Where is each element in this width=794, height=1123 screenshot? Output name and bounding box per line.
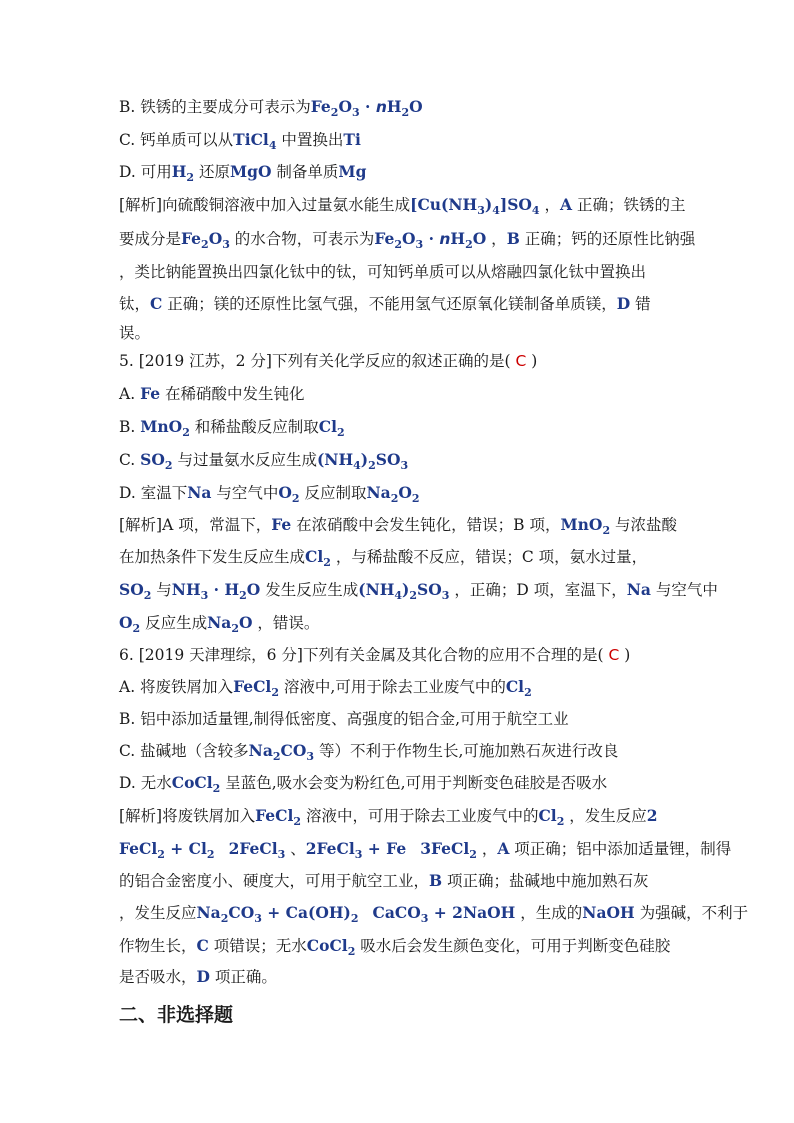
chemical-formula: 2FeCl	[305, 839, 355, 858]
text-segment: 等）不利于作物生长,可施加熟石灰进行改良	[314, 742, 619, 760]
chemical-formula: CaCO	[372, 903, 421, 922]
subscript: 4	[531, 204, 540, 218]
subscript: 2	[401, 106, 410, 120]
chemical-formula: SO	[140, 450, 165, 469]
chemical-formula: · H	[208, 580, 240, 599]
chemical-formula: + Cl	[164, 839, 207, 858]
text-segment: ，	[539, 196, 560, 214]
text-segment: 6. [2019 天津理综，6 分]下列有关金属及其化合物的应用不合理的是(	[119, 646, 604, 664]
text-segment: 、	[285, 840, 306, 858]
text-segment: [解析]向硫酸铜溶液中加入过量氨水能生成	[119, 196, 411, 214]
subscript: 3	[306, 750, 315, 764]
text-segment: D. 室温下	[119, 484, 188, 502]
chemical-formula: C	[196, 936, 209, 955]
text-segment: ，发生反应	[564, 807, 647, 825]
text-segment: 正确；铁锈的主	[572, 196, 686, 214]
subscript: 2	[602, 524, 611, 538]
text-line	[119, 129, 679, 151]
text-segment: 吸水后会发生颜色变化，可用于判断变色硅胶	[355, 937, 671, 955]
chemical-formula: A	[497, 839, 510, 858]
chemical-formula: [Cu(NH	[410, 195, 478, 214]
text-segment: 呈蓝色,吸水会变为粉红色,可用于判断变色硅胶是否吸水	[220, 774, 608, 792]
text-line	[119, 514, 679, 536]
text-segment: B.	[119, 418, 141, 436]
chemical-formula: H	[450, 229, 466, 248]
chemical-formula: 2	[646, 806, 658, 825]
subscript: 3	[400, 459, 409, 473]
chemical-formula: MnO	[560, 515, 603, 534]
chemical-formula: Fe	[310, 97, 331, 116]
subscript: 2	[182, 426, 190, 440]
chemical-formula: Cl	[505, 677, 525, 696]
text-segment: 溶液中，可用于除去工业废气中的	[301, 807, 539, 825]
chemical-formula: Na	[187, 483, 212, 502]
text-line	[119, 96, 679, 118]
chemical-formula: CO	[280, 741, 307, 760]
subscript: 2	[556, 815, 565, 829]
text-segment: 要成分是	[119, 230, 182, 248]
chemical-formula: O	[119, 613, 133, 632]
text-line	[119, 546, 679, 568]
text-segment: D. 可用	[119, 163, 172, 181]
chemical-formula: (NH	[358, 580, 395, 599]
text-segment: 是否吸水，	[119, 968, 197, 986]
subscript: 2	[411, 492, 420, 506]
text-segment: ，错误。	[252, 614, 320, 632]
chemical-formula: H	[171, 162, 187, 181]
subscript: 2	[164, 459, 173, 473]
subscript: 3	[200, 589, 209, 603]
text-segment: 中置换出	[276, 131, 344, 149]
text-line	[119, 449, 679, 471]
chemical-formula: O	[398, 483, 412, 502]
chemical-formula: Fe	[140, 384, 161, 403]
chemical-formula: Na	[207, 613, 232, 632]
text-line	[119, 261, 679, 283]
text-segment: ，	[486, 230, 507, 248]
chemical-formula: TiCl	[233, 130, 269, 149]
subscript: 2	[201, 238, 209, 252]
subscript: 2	[469, 848, 477, 862]
text-segment: ，	[476, 840, 498, 858]
text-line	[119, 350, 679, 372]
chemical-formula: O	[338, 97, 352, 116]
chemical-formula: Mg	[338, 162, 367, 181]
subscript: 2	[271, 686, 279, 700]
text-line	[119, 676, 679, 698]
text-segment: ，正确；D 项，室温下，	[449, 581, 627, 599]
chemical-formula: NH	[171, 580, 201, 599]
subscript: 2	[394, 238, 402, 252]
subscript: 3	[354, 848, 363, 862]
subscript: 2	[212, 782, 221, 796]
subscript: 2	[330, 106, 339, 120]
text-line	[119, 482, 679, 504]
text-line	[119, 228, 696, 252]
chemical-formula: Cl	[305, 547, 324, 566]
text-line	[119, 935, 679, 957]
chemical-formula: Fe	[271, 515, 292, 534]
text-segment: 溶液中,可用于除去工业废气中的	[278, 678, 506, 696]
text-segment: 和稀盐酸反应制取	[189, 418, 319, 436]
chemical-formula: FeCl	[255, 806, 294, 825]
text-segment: 与空气中	[211, 484, 279, 502]
text-segment: 还原	[194, 163, 230, 181]
text-segment: C. 钙单质可以从	[119, 131, 234, 149]
chemical-formula: ·	[423, 229, 440, 248]
text-segment: 制备单质	[271, 163, 339, 181]
text-segment: A. 将废铁屑加入	[119, 678, 234, 696]
text-line	[119, 161, 679, 183]
subscript: 2	[293, 815, 302, 829]
text-segment: 项错误；无水	[208, 937, 307, 955]
text-segment: A.	[119, 385, 141, 403]
subscript: 2	[231, 622, 239, 636]
chemical-formula: B	[429, 871, 443, 890]
chemical-formula: O	[238, 613, 253, 632]
text-segment: 的水合物，可表示为	[229, 230, 375, 248]
text-segment: 在浓硝酸中会发生钝化，错误；B 项，	[291, 516, 561, 534]
subscript: 3	[441, 589, 450, 603]
text-segment: ，类比钠能置换出四氯化钛中的钛，可知钙单质可以从熔融四氯化钛中置换出	[119, 263, 647, 281]
chemical-formula: Na	[248, 741, 273, 760]
chemical-formula: A	[559, 195, 573, 214]
text-line	[119, 966, 679, 988]
chemical-formula: )	[360, 450, 369, 469]
subscript: 4	[353, 459, 361, 473]
text-line	[119, 293, 679, 315]
text-segment: B. 铁锈的主要成分可表示为	[119, 98, 311, 116]
chemical-formula: + 2NaOH	[428, 903, 516, 922]
subscript: 2	[272, 750, 281, 764]
subscript: 2	[220, 912, 229, 926]
text-segment: 正确；钙的还原性比钠强	[519, 230, 696, 248]
chemical-formula: 3FeCl	[420, 839, 470, 858]
chemical-formula: O	[402, 229, 416, 248]
chemical-formula: (NH	[316, 450, 354, 469]
text-line	[119, 772, 679, 794]
text-segment: ，与稀盐酸不反应，错误；C 项，氨水过量，	[330, 548, 648, 566]
text-segment: 在加热条件下发生反应生成	[119, 548, 306, 566]
chemical-formula: )	[484, 195, 493, 214]
chemical-formula: ·	[359, 97, 376, 116]
text-segment: D. 无水	[119, 774, 172, 792]
text-line	[119, 612, 679, 634]
chemical-formula: n	[439, 230, 451, 248]
subscript: 2	[368, 459, 376, 473]
chemical-formula: Cl	[318, 417, 338, 436]
text-segment: 与空气中	[650, 581, 718, 599]
chemical-formula: C	[150, 294, 163, 313]
subscript: 2	[350, 912, 359, 926]
subscript: 2	[291, 492, 300, 506]
text-segment: 错	[630, 295, 651, 313]
chemical-formula: SO	[119, 580, 144, 599]
text-segment: 5. [2019 江苏，2 分]下列有关化学反应的叙述正确的是(	[119, 352, 511, 370]
text-segment: [解析]将废铁屑加入	[119, 807, 256, 825]
chemical-formula: O	[278, 483, 292, 502]
text-line	[119, 870, 679, 892]
text-line	[119, 383, 679, 405]
subscript: 2	[132, 622, 141, 636]
chemical-formula: CoCl	[171, 773, 213, 792]
subscript: 2	[465, 238, 473, 252]
subscript: 4	[394, 589, 403, 603]
text-segment: 正确；镁的还原性比氢气强，不能用氢气还原氧化镁制备单质镁，	[162, 295, 617, 313]
subscript: 4	[268, 139, 277, 153]
chemical-formula: D	[616, 294, 631, 313]
chemical-formula: SO	[375, 450, 401, 469]
answer-mark: C	[510, 352, 532, 370]
text-segment: )	[531, 352, 538, 370]
subscript: 2	[337, 426, 345, 440]
chemical-formula: + Fe	[362, 839, 407, 858]
text-segment: C. 盐碱地（含较多	[119, 742, 249, 760]
chemical-formula: FeCl	[119, 839, 158, 858]
chemical-formula: FeCl	[233, 677, 272, 696]
text-segment: 作物生长，	[119, 937, 197, 955]
text-segment: )	[624, 646, 631, 664]
subscript: 3	[477, 204, 485, 218]
text-segment: C.	[119, 451, 141, 469]
subscript: 3	[351, 106, 360, 120]
chemical-formula: MgO	[229, 162, 272, 181]
chemical-formula: O	[472, 229, 487, 248]
chemical-formula: ]SO	[499, 195, 532, 214]
subscript: 2	[157, 848, 165, 862]
text-line	[119, 805, 679, 827]
text-segment: 的铝合金密度小、硬度大，可用于航空工业，	[119, 872, 430, 890]
chemical-formula: )	[402, 580, 410, 599]
text-segment: 项正确；盐碱地中施加熟石灰	[442, 872, 649, 890]
subscript: 3	[420, 912, 429, 926]
text-line	[119, 579, 718, 603]
subscript: 2	[186, 171, 195, 185]
text-segment: 与过量氨水反应生成	[172, 451, 317, 469]
subscript: 2	[239, 589, 247, 603]
text-segment: ，生成的	[515, 904, 583, 922]
chemical-formula: B	[506, 229, 520, 248]
text-segment: 误。	[119, 324, 151, 342]
chemical-formula: Fe	[181, 229, 202, 248]
text-line	[119, 902, 749, 926]
subscript: 3	[415, 238, 424, 252]
text-segment: B. 铝中添加适量锂,制得低密度、高强度的铝合金,可用于航空工业	[119, 710, 569, 728]
chemical-formula: CoCl	[306, 936, 348, 955]
subscript: 2	[347, 945, 356, 959]
text-line	[119, 644, 679, 666]
chemical-formula: Ti	[343, 130, 361, 149]
text-segment: 发生反应生成	[260, 581, 359, 599]
chemical-formula: MnO	[140, 417, 183, 436]
chemical-formula: Na	[196, 903, 221, 922]
text-segment: 在稀硝酸中发生钝化	[160, 385, 305, 403]
section-heading: 二、非选择题	[119, 1004, 234, 1026]
text-segment: [解析]A 项，常温下，	[119, 516, 272, 534]
chemical-formula: Na	[366, 483, 391, 502]
text-line	[119, 322, 679, 344]
chemical-formula: + Ca(OH)	[261, 903, 351, 922]
text-segment: 与	[151, 581, 172, 599]
subscript: 2	[409, 589, 418, 603]
chemical-formula: O	[409, 97, 423, 116]
text-segment: 反应生成	[140, 614, 208, 632]
text-line	[119, 194, 686, 218]
chemical-formula: CO	[228, 903, 255, 922]
chemical-formula: D	[196, 967, 210, 986]
subscript: 2	[143, 589, 152, 603]
subscript: 2	[390, 492, 399, 506]
text-line	[119, 838, 732, 862]
chemical-formula: NaOH	[582, 903, 635, 922]
chemical-formula: Cl	[538, 806, 557, 825]
text-segment: 钛，	[119, 295, 151, 313]
subscript: 2	[206, 848, 215, 862]
chemical-formula: n	[375, 98, 387, 116]
chemical-formula: H	[386, 97, 402, 116]
text-line	[119, 708, 679, 730]
text-segment: 为强碱，不利于	[634, 904, 749, 922]
chemical-formula: Fe	[374, 229, 395, 248]
text-segment: ，发生反应	[119, 904, 197, 922]
text-segment: 项正确。	[209, 968, 277, 986]
subscript: 4	[492, 204, 500, 218]
text-segment: 与浓盐酸	[610, 516, 678, 534]
text-segment: 反应制取	[299, 484, 367, 502]
text-line	[119, 740, 679, 762]
subscript: 3	[277, 848, 286, 862]
chemical-formula: O	[208, 229, 223, 248]
chemical-formula: SO	[417, 580, 442, 599]
subscript: 2	[524, 686, 532, 700]
chemical-formula: Na	[626, 580, 651, 599]
subscript: 3	[222, 238, 230, 252]
text-line	[119, 416, 679, 438]
text-segment: 项正确；铝中添加适量锂，制得	[509, 840, 732, 858]
answer-mark: C	[603, 646, 625, 664]
chemical-formula: 2FeCl	[228, 839, 278, 858]
subscript: 3	[254, 912, 262, 926]
subscript: 2	[323, 556, 331, 570]
chemical-formula: O	[246, 580, 261, 599]
